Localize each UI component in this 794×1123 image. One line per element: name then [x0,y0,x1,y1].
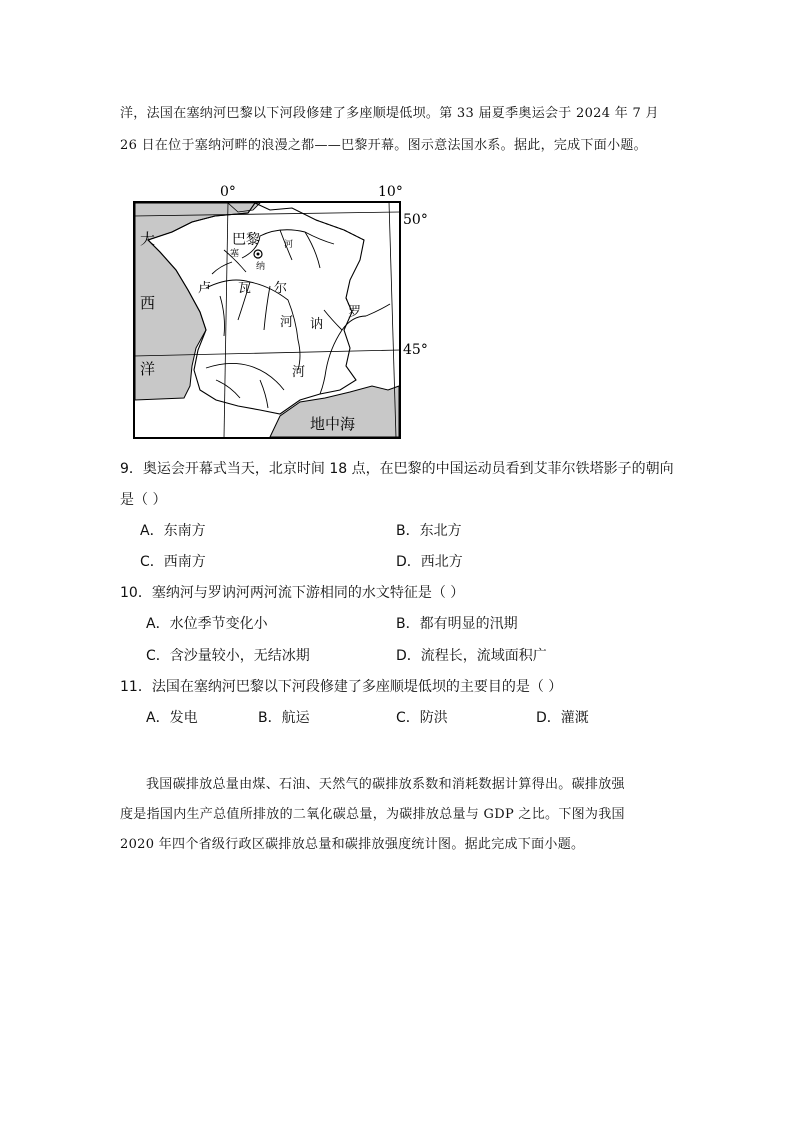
passage-2-line-2: 度是指国内生产总值所排放的二氧化碳总量，为碳排放总量与 GDP 之比。下图为我国 [120,807,625,822]
q11-option-a: A．发电 [146,710,198,726]
passage-2-line-1: 我国碳排放总量由煤、石油、天然气的碳排放系数和消耗数据计算得出。碳排放强 [146,777,625,792]
q10-option-d: D．流程长，流域面积广 [396,648,547,664]
seine-char-3: 河 [284,240,294,250]
loire-char-1: 卢 [198,281,212,296]
ocean-char-1: 大 [140,230,156,248]
rhone-char-3: 河 [292,365,306,380]
question-9-line-2: 是（ ） [120,492,167,508]
question-10: 10．塞纳河与罗讷河两河流下游相同的水文特征是（ ） [120,585,465,601]
lon-0-label: 0° [220,184,236,200]
q11-option-c: C．防洪 [396,710,448,726]
mediterranean-label: 地中海 [310,415,356,433]
q10-option-a: A．水位季节变化小 [146,616,268,632]
q11-option-d: D．灌溉 [536,710,589,726]
ocean-char-2: 西 [140,294,156,312]
rhone-char-1: 罗 [348,305,362,320]
q9-option-d: D．西北方 [396,554,463,570]
lat-45-label: 45° [403,342,428,358]
q10-option-b: B．都有明显的汛期 [396,616,518,632]
passage-2-line-3: 2020 年四个省级行政区碳排放总量和碳排放强度统计图。据此完成下面小题。 [120,837,585,852]
q9-option-a: A．东南方 [140,523,206,539]
q11-option-b: B．航运 [258,710,310,726]
question-9-line-1: 9．奥运会开幕式当天，北京时间 18 点，在巴黎的中国运动员看到艾菲尔铁塔影子的朝向 [120,461,674,477]
question-11: 11．法国在塞纳河巴黎以下河段修建了多座顺堤低坝的主要目的是（ ） [120,679,563,695]
loire-char-4: 河 [280,315,294,330]
intro-line-1: 洋，法国在塞纳河巴黎以下河段修建了多座顺堤低坝。第 33 届夏季奥运会于 2024 年 7 月 [120,106,659,121]
q9-option-c: C．西南方 [140,554,206,570]
seine-char-1: 塞 [230,249,240,259]
france-river-map [120,180,440,442]
loire-char-3: 尔 [274,281,288,296]
intro-line-2: 26 日在位于塞纳河畔的浪漫之都——巴黎开幕。图示意法国水系。据此，完成下面小题。 [120,138,647,153]
loire-char-2: 瓦 [238,281,252,296]
ocean-char-3: 洋 [140,360,156,378]
lon-10-label: 10° [378,184,403,200]
seine-char-2: 纳 [256,262,266,272]
lat-50-label: 50° [403,212,428,228]
q9-option-b: B．东北方 [396,523,462,539]
rhone-char-2: 讷 [310,317,324,332]
paris-label: 巴黎 [232,232,260,248]
q10-option-c: C．含沙量较小，无结冰期 [146,648,310,664]
